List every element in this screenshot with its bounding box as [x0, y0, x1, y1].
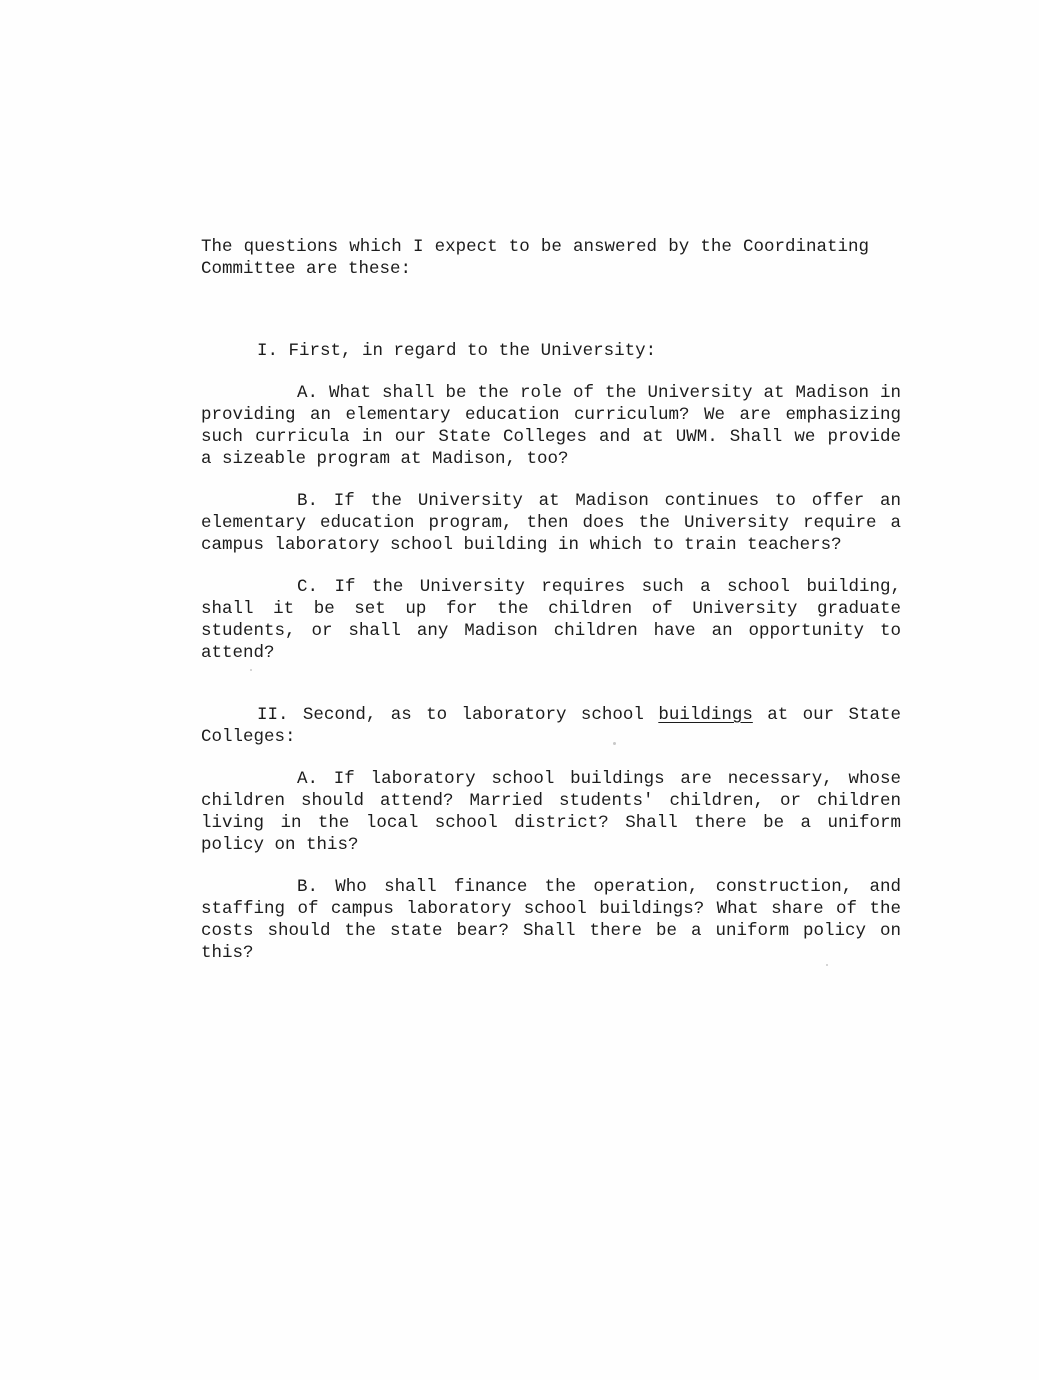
section-2-heading-before: Second, as to laboratory school [302, 705, 644, 725]
section-2-numeral: II. [257, 705, 289, 725]
section-2-item-b [201, 876, 901, 964]
item-text: What shall be the role of the University at Madison in providing an elementary education curriculum? We are emphasizing such curricula in our State Colleges and at UWM. Shall we provide a sizeable program at Madison, too? [201, 383, 901, 469]
item-text: Who shall finance the operation, construction, and staffing of campus laboratory school buildings? What share of the costs should the state bear? Shall there be a uniform policy on this? [201, 877, 901, 963]
section-2-heading-underlined: buildings [658, 705, 753, 725]
section-2-item-a [201, 768, 901, 856]
item-letter: C. [297, 577, 319, 597]
item-letter: A. [297, 383, 319, 403]
item-letter: B. [297, 877, 319, 897]
section-1-item-a [201, 382, 901, 470]
item-letter: A. [297, 769, 319, 789]
item-text: If laboratory school buildings are necessary, whose children should attend? Married students' children, or children living in the local school district? Shall there be a uniform policy on this? [201, 769, 901, 855]
section-1-heading-text: First, in regard to the University: [288, 341, 657, 361]
section-1-heading [201, 340, 901, 362]
intro-paragraph: The questions which I expect to be answered by the Coordinating Committee are these: [201, 237, 869, 279]
item-text: If the University requires such a school building, shall it be set up for the children of University graduate students, or shall any Madison children have an opportunity to attend? [201, 577, 901, 663]
section-2-heading-after: at our State Colleges: [201, 705, 901, 747]
section-2-heading [201, 704, 901, 748]
section-1-item-b [201, 490, 901, 556]
paper-speck [826, 964, 828, 966]
section-1-item-c [201, 576, 901, 664]
item-text: If the University at Madison continues to offer an elementary education program, then does the University require a campus laboratory school building in which to train teachers? [201, 491, 901, 555]
section-1-numeral: I. [257, 341, 279, 361]
item-letter: B. [297, 491, 319, 511]
document-body [201, 236, 901, 964]
